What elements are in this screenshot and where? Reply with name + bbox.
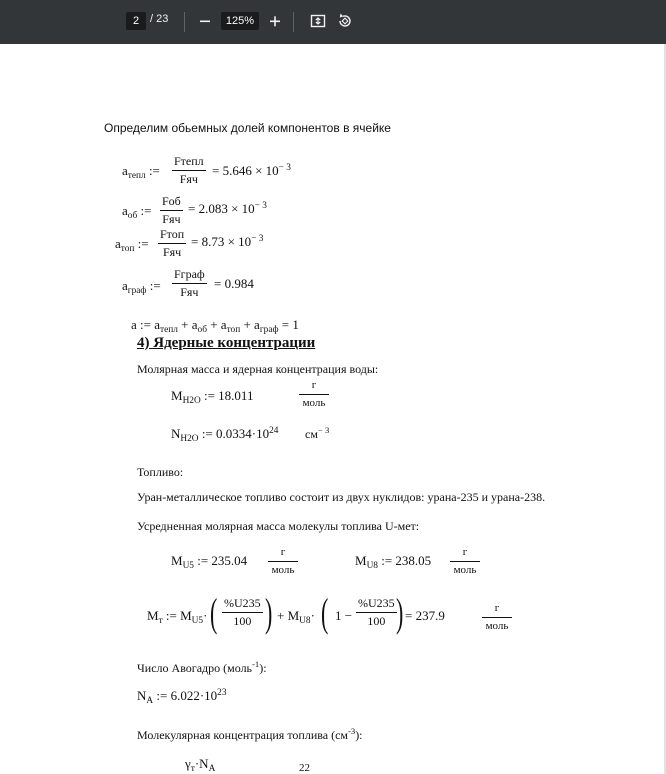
paren-open: (: [209, 590, 218, 635]
eq-sum: a := $a_{тепл} + a_{об} + a_{топ} + a_{граф} = 1$: [131, 317, 299, 336]
paren-close: ): [395, 590, 404, 635]
eq-fuel-conc-partial: $\gamma_т\cdot N_A$: [185, 756, 216, 774]
eq-m-u5: $M_{U5}$ := 235.04: [171, 553, 248, 572]
eq-a-ob-result: = $2.083 \times 10^{- 3}$: [188, 200, 267, 216]
zoom-in-icon[interactable]: [264, 10, 286, 32]
page-number-input[interactable]: 2: [126, 12, 146, 30]
unit-g-per-mol: г моль: [268, 546, 298, 577]
eq-a-ob-lhs: $a_{об}$ :=: [122, 203, 152, 222]
document-page: [0, 44, 666, 774]
avogadro-text: Число Авогадро (моль$^{-1}$):: [137, 659, 267, 675]
eq-na: $N_A$ := $6.022\cdot 10^{23}$: [137, 687, 227, 707]
fuel-text: Уран-металлическое топливо состоит из двух нуклидов: урана-235 и урана-238.: [137, 490, 546, 504]
eq-a-tepl-lhs: $a_{тепл}$ :=: [122, 163, 160, 182]
toolbar-divider: [293, 12, 294, 32]
paren-close: ): [264, 590, 273, 635]
toolbar-divider: [184, 12, 185, 32]
avg-mass-text: Усредненная молярная масса молекулы топлива U-мет:: [137, 519, 420, 533]
section-intro-title: Определим обьемных долей компонентов в ячейке: [104, 121, 391, 135]
eq-m-h2o: $M_{H2O}$ := 18.011: [171, 388, 254, 407]
unit-g-per-mol: г моль: [299, 379, 329, 410]
eq-mt-one-minus: 1 −: [335, 608, 353, 623]
unit-g-per-mol: г моль: [482, 602, 512, 633]
unit-g-per-mol: г моль: [450, 546, 480, 577]
pdf-toolbar: [0, 0, 666, 44]
paren-open: (: [320, 590, 329, 635]
eq-a-ob-fraction: Fоб Fяч: [162, 195, 181, 223]
rotate-icon[interactable]: [334, 10, 356, 32]
eq-mt-fraction-2: %U235 100: [358, 596, 395, 628]
section-heading: 4) Ядерные концентрации: [137, 335, 316, 351]
eq-fuel-conc-exp: 22: [299, 762, 310, 774]
eq-a-top-lhs: $a_{топ}$ :=: [115, 236, 149, 255]
zoom-out-icon[interactable]: [194, 10, 216, 32]
eq-m-u8: $M_{U8}$ := 238.05: [355, 553, 432, 572]
eq-mt-lhs: $M_т$ := $M_{U5}\cdot$: [147, 608, 208, 627]
fuel-conc-text: Молекулярная концентрация топлива $(см^{-3})$:: [137, 726, 363, 742]
eq-a-graf-lhs: $a_{граф}$ :=: [122, 278, 161, 297]
eq-mt-result: = 237.9: [405, 608, 445, 623]
eq-a-tepl-result: = $5.646 \times 10^{- 3}$: [212, 162, 291, 178]
zoom-level-input[interactable]: 125%: [221, 12, 259, 30]
eq-mt-fraction-1: %U235 100: [224, 596, 261, 628]
eq-n-h2o: $N_{H2O}$ := $0.0334\cdot 10^{24}$: [171, 425, 279, 445]
fuel-label: Топливо:: [137, 465, 184, 479]
eq-a-graf-result: = 0.984: [214, 276, 254, 291]
fit-page-icon[interactable]: [307, 10, 329, 32]
eq-a-top-fraction: Fтоп Fяч: [160, 227, 185, 259]
unit-cm-3: $см^{- 3}$: [305, 425, 330, 441]
eq-mt-plus: + $M_{U8}\cdot$: [277, 608, 315, 627]
eq-a-graf-fraction: Fграф Fяч: [174, 267, 205, 299]
eq-a-tepl-fraction: Fтепл Fяч: [174, 154, 204, 186]
page-total: / 23: [150, 13, 169, 25]
water-text: Молярная масса и ядерная концентрация воды:: [137, 362, 379, 376]
eq-a-top-result: = $8.73 \times 10^{- 3}$: [191, 233, 264, 249]
